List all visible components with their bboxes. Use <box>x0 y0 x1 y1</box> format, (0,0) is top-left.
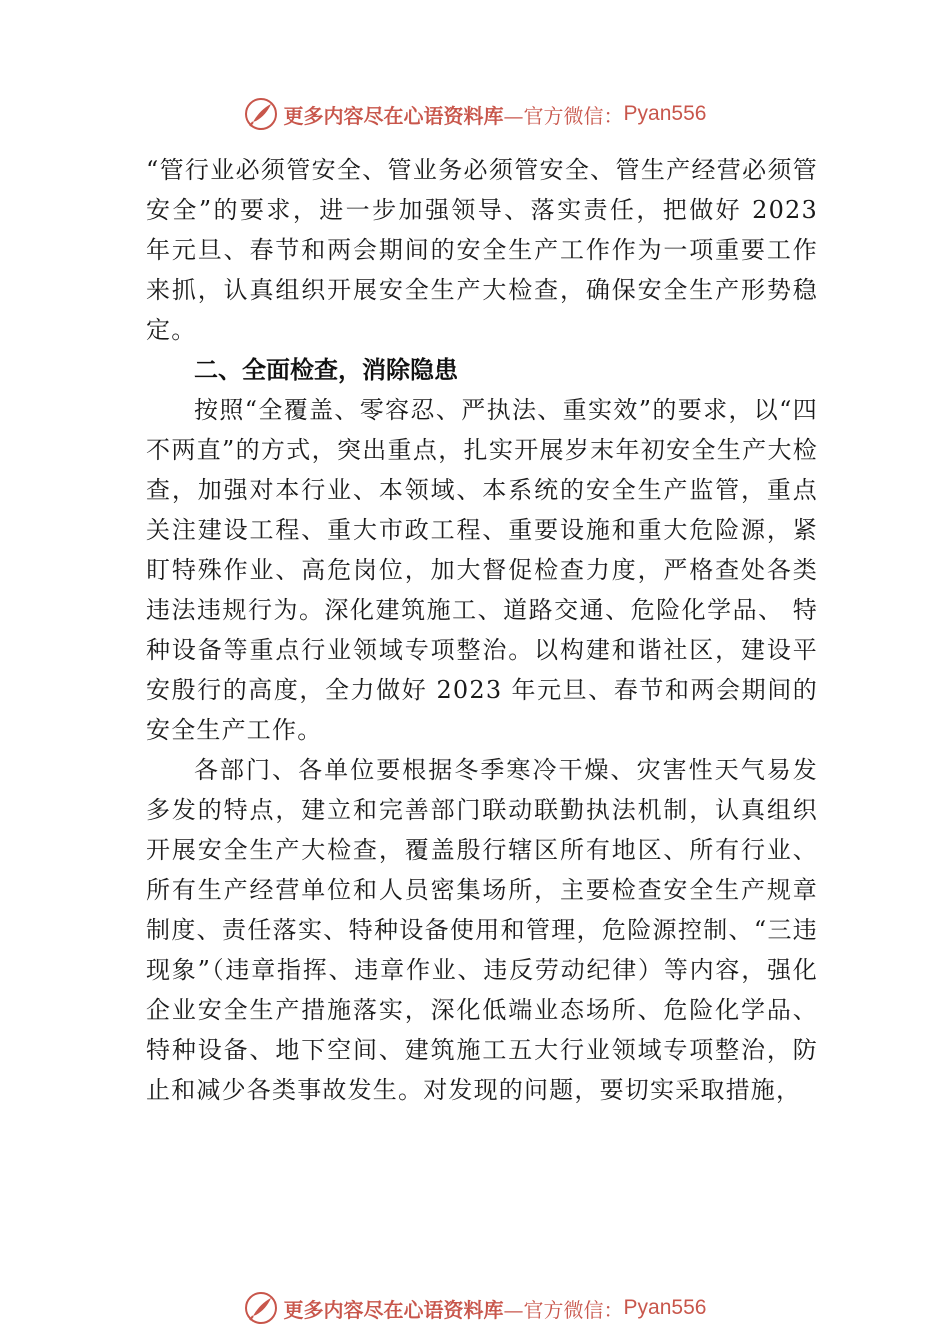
section-paragraph-1: 按照“全覆盖、零容忍、严执法、重实效”的要求，以“四不两直”的方式，突出重点，扎实开展岁末年初安全生产大检查，加强对本行业、本领域、本系统的安全生产监管，重点关注建设工程、重大市政工程、重要设施和重大危险源，紧盯特殊作业、高危岗位，加大督促检查力度，严格查处各类违法违规行为。深化建筑施工、道路交通、危险化学品、 特种设备等重点行业领域专项整治。以构建和谐社区，建设平安殷行的高度，全力做好 2023 年元旦、春节和两会期间的安全生产工作。 <box>146 396 818 744</box>
banner-wechat-id: Pyan556 <box>623 1296 707 1319</box>
banner-title: 更多内容尽在心语资料库 <box>283 103 504 128</box>
section-heading: 二、全面检查，消除隐患 <box>194 356 458 384</box>
document-body <box>146 150 818 1110</box>
banner-wechat-id: Pyan556 <box>623 102 707 125</box>
banner-subtitle: —官方微信： <box>503 1297 624 1322</box>
quill-logo-icon <box>244 1291 278 1325</box>
footer-watermark-banner <box>0 1288 950 1328</box>
quill-logo-icon <box>244 97 278 131</box>
section-paragraph-2: 各部门、各单位要根据冬季寒冷干燥、灾害性天气易发多发的特点，建立和完善部门联动联勤执法机制，认真组织开展安全生产大检查，覆盖殷行辖区所有地区、所有行业、 所有生产经营单位和人员密集场所，主要检查安全生产规章制度、责任落实、特种设备使用和管理，危险源控制、“三违现象”（违章指挥、违章作业、违反劳动纪律）等内容，强化企业安全生产措施落实，深化低端业态场所、危险化学品、 特种设备、地下空间、建筑施工五大行业领域专项整治，防止和减少各类事故发生。对发现的问题，要切实采取措施， <box>146 756 818 1104</box>
paragraph-continued: “管行业必须管安全、管业务必须管安全、管生产经营必须管安全”的要求，进一步加强领导、落实责任，把做好 2023 年元旦、春节和两会期间的安全生产工作作为一项重要工作来抓，认真组织开展安全生产大检查，确保安全生产形势稳定。 <box>146 156 818 344</box>
banner-title: 更多内容尽在心语资料库 <box>283 1297 504 1322</box>
banner-subtitle: —官方微信： <box>503 103 624 128</box>
header-watermark-banner <box>0 94 950 134</box>
